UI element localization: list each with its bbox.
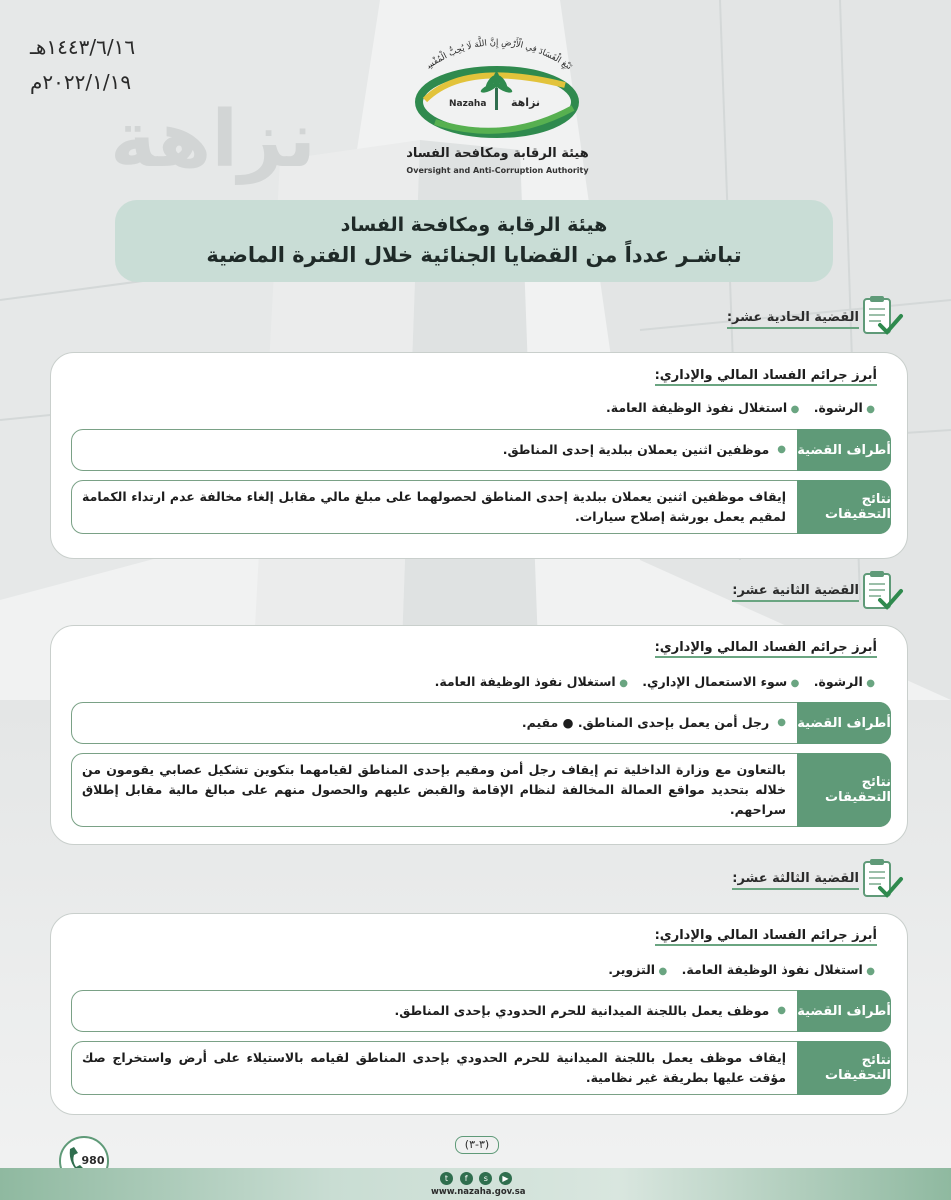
headline-line-1: هيئة الرقابة ومكافحة الفساد [340,214,608,236]
gregorian-date: ٢٠٢٢/١/١٩م [30,70,132,94]
case-11-title: القضية الحادية عشر: [727,310,859,329]
case-13-crime-2: ● التزوير. [608,962,667,977]
case-13-card [50,913,908,1115]
case-12-crime-2: ● سوء الاستعمال الإداري. [642,674,799,689]
logo-brand-ar: نزاهة [511,96,541,109]
snapchat-icon[interactable]: s [479,1172,492,1185]
case-11-results-row [71,480,891,534]
case-13-crimes-list [598,962,875,977]
clipboard-check-icon [856,856,904,904]
hotline-number: 980 [81,1154,105,1167]
case-12-card [50,625,908,845]
case-12-title: القضية الثانية عشر: [732,583,859,602]
case-13-parties-row [71,990,891,1032]
case-12-crimes-list [425,674,875,689]
case-11-results-label: نتائج التحقيقات [797,480,891,534]
case-11-results-text: إيقاف موظفين اثنين يعملان ببلدية إحدى المناطق لحصولهما على مبلغ مالي مقابل إلغاء مخالفة عدم ارتداء الكمامة لمقيم يعمل بورشة إصلاح سيارات. [82,489,786,524]
nazaha-emblem [405,30,590,140]
case-11-card [50,352,908,559]
case-12-crime-1: ● الرشوة. [814,674,875,689]
logo-name-ar: هيئة الرقابة ومكافحة الفساد [406,146,589,161]
case-11-crime-2: ● استغلال نفوذ الوظيفة العامة. [606,400,799,415]
case-13-parties-text: ● موظف يعمل باللجنة الميدانية للحرم الحدودي بإحدى المناطق. [82,991,786,1031]
headline-line-2: تباشـر عدداً من القضايا الجنائية خلال الفترة الماضية [206,243,742,267]
case-13-parties-label: أطراف القضية [797,990,891,1032]
case-13-results-label: نتائج التحقيقات [797,1041,891,1095]
case-12-results-row [71,753,891,827]
case-12-crime-3: ● استغلال نفوذ الوظيفة العامة. [435,674,628,689]
case-11-parties-row [71,429,891,471]
case-12-parties-text: ● رجل أمن يعمل بإحدى المناطق. ● مقيم. [82,703,786,743]
watermark-text: نزاهة [110,95,316,185]
clipboard-check-icon [856,568,904,616]
facebook-icon[interactable]: f [460,1172,473,1185]
logo-brand-en: Nazaha [449,99,487,109]
website-url[interactable]: www.nazaha.gov.sa [431,1187,526,1197]
case-11-parties-text: ● موظفين اثنين يعملان ببلدية إحدى المناطق. [82,430,786,470]
clipboard-check-icon [856,293,904,341]
page-number: (٣-٣) [455,1136,499,1154]
case-13-results-text: إيقاف موظف يعمل باللجنة الميدانية للحرم الحدودي بإحدى المناطق لقيامه بالاستيلاء على أرض واستخراج صك مؤقت عليها بطريقة غير نظامية. [82,1050,786,1085]
headline-banner [115,200,833,282]
case-11-crimes-list [596,400,875,415]
case-13-title: القضية الثالثة عشر: [732,871,859,890]
case-12-parties-label: أطراف القضية [797,702,891,744]
case-12-crimes-heading: أبرز جرائم الفساد المالي والإداري: [655,640,877,658]
nazaha-logo [405,30,590,180]
case-12-results-label: نتائج التحقيقات [797,753,891,827]
case-11-crime-1: ● الرشوة. [814,400,875,415]
youtube-icon[interactable]: ▶ [499,1172,512,1185]
case-12-results-text: بالتعاون مع وزارة الداخلية تم إيقاف رجل أمن ومقيم بإحدى المناطق لقيامهما بتكوين تشكيل عصابي يقومون من خلاله بتحديد مواقع العمالة المخالفة لنظام الإقامة والقبض عليهم والحصول منهم على مبالغ مالية مقابل إطلاق سراحهم. [82,762,786,817]
case-11-crimes-heading: أبرز جرائم الفساد المالي والإداري: [655,368,877,386]
twitter-icon[interactable]: t [440,1172,453,1185]
case-11-parties-label: أطراف القضية [797,429,891,471]
case-13-crimes-heading: أبرز جرائم الفساد المالي والإداري: [655,928,877,946]
logo-name-en: Oversight and Anti-Corruption Authority [406,166,589,175]
logo-arc-text: تَبْغِ الْفَسَادَ فِي الْأَرْضِ إِنَّ اللَّهَ لَا يُحِبُّ الْمُفْسِ [425,37,574,73]
case-13-results-row [71,1041,891,1095]
social-icons [440,1172,512,1185]
case-13-crime-1: ● استغلال نفوذ الوظيفة العامة. [682,962,875,977]
hijri-date: ١٤٤٣/٦/١٦هـ [30,35,136,59]
case-12-parties-row [71,702,891,744]
